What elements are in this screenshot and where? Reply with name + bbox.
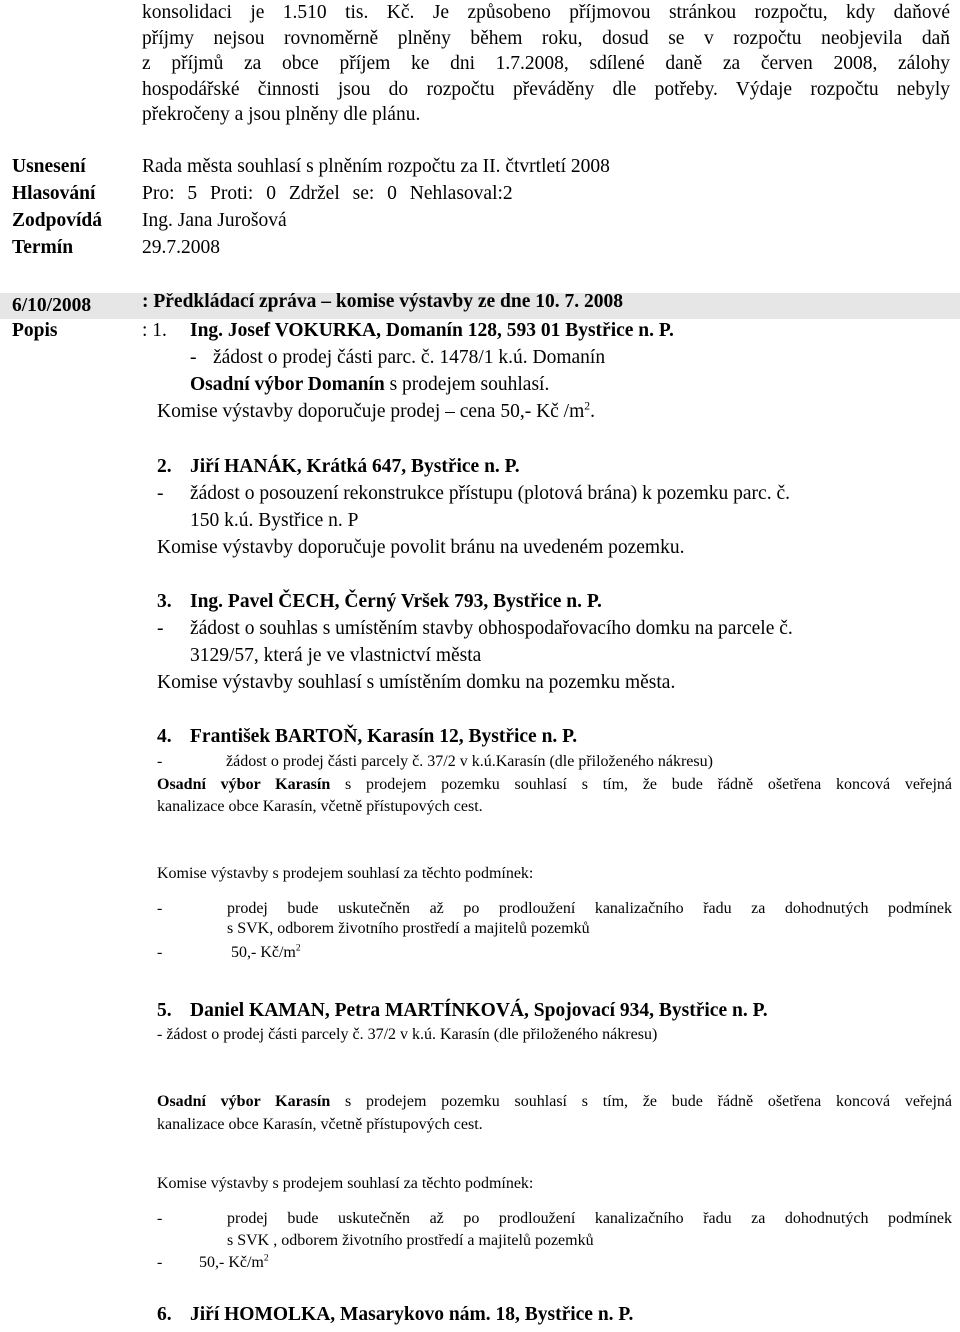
osadni-vybor-note: Osadní výbor Karasín s prodejem pozemku souhlasí s tím, že bude řádně ošetřena koncová veřejná [157,776,952,793]
dash: - [157,618,164,639]
komise-note: Komise výstavby doporučuje prodej – cena 50,- Kč $/m^2$. [157,399,595,422]
popis-label: Popis [12,320,58,341]
item-request-cont: 150 k.ú. Bystřice n. P [190,510,359,531]
usneseni-text: Rada města souhlasí s plněním rozpočtu za II. čtvrtletí 2008 [142,156,610,177]
zodpovida-text: Ing. Jana Jurošová [142,210,287,231]
komise-note: Komise výstavby s prodejem souhlasí za těchto podmínek: [157,865,534,882]
dash: - [157,753,163,770]
zodpovida-label: Zodpovídá [12,210,102,231]
komise-note: Komise výstavby souhlasí s umístěním domku na pozemku města. [157,672,676,693]
condition-item: - 50,- $Kč/m^2$ [157,942,301,961]
condition-item: - 50,- $Kč/m^2$ [157,1252,269,1271]
termin-label: Termín [12,237,74,258]
item-name: Ing. Josef VOKURKA, Domanín 128, 593 01 Bystřice n. P. [190,320,674,341]
item-name: Ing. Pavel ČECH, Černý Vršek 793, Bystřice n. P. [190,591,602,612]
item-name: Jiří HOMOLKA, Masarykovo nám. 18, Bystřice n. P. [190,1304,634,1325]
osadni-vybor-note: Osadní výbor Domanín s prodejem souhlasí. [190,374,550,395]
komise-note: Komise výstavby doporučuje povolit bránu na uvedeném pozemku. [157,537,685,558]
hlasovani-label: Hlasování [12,183,96,204]
item-request: - žádost o prodej části parcely č. 37/2 v k.ú.Karasín (dle přiloženého nákresu) [157,753,713,770]
osadni-vybor-note: Osadní výbor Karasín s prodejem pozemku souhlasí s tím, že bude řádně ošetřena koncová veřejná [157,1093,952,1110]
intro-line: příjmy nejsou rovnoměrně plněny během roku, dosud se v rozpočtu neobjevila daň [142,27,950,49]
section-id: 6/10/2008 [12,295,92,316]
item-request-cont: 3129/57, která je ve vlastnictví města [190,645,482,666]
intro-line: konsolidaci je 1.510 tis. Kč. Je způsobeno příjmovou stránkou rozpočtu, kdy daňové [142,2,950,23]
section-title: : Předkládací zpráva – komise výstavby ze dne 10. 7. 2008 [142,291,623,312]
condition-item-cont: s SVK, odborem životního prostředí a majitelů pozemků [227,920,590,937]
item-number: 3. [157,591,172,612]
dash: - [157,483,164,504]
termin-text: 29.7.2008 [142,237,220,258]
item-number: : 1. [142,320,167,341]
condition-item: - prodej bude uskutečněn až po prodloužení kanalizačního řadu za dohodnutých podmínek [157,900,952,917]
item-number: 4. [157,726,172,747]
item-number: 6. [157,1304,172,1325]
hlasovani-text: Pro: 5 Proti: 0 Zdržel se: 0 Nehlasoval:2 [142,183,513,204]
osadni-vybor-note-cont: kanalizace obce Karasín, včetně přístupových cest. [157,798,483,815]
item-request: - žádost o prodej části parcely č. 37/2 v k.ú. Karasín (dle přiloženého nákresu) [157,1026,658,1043]
item-request: - žádost o posouzení rekonstrukce přístupu (plotová brána) k pozemku parc. č. [157,483,790,504]
condition-item-cont: s SVK , odborem životního prostředí a majitelů pozemků [227,1232,594,1249]
intro-line: hospodářské činnosti jsou do rozpočtu převáděny dle potřeby. Výdaje rozpočtu nebyly [142,78,950,100]
intro-paragraph [142,0,950,128]
condition-item: - prodej bude uskutečněn až po prodloužení kanalizačního řadu za dohodnutých podmínek [157,1210,952,1227]
osadni-vybor-note-cont: kanalizace obce Karasín, včetně přístupových cest. [157,1116,483,1133]
intro-line: z příjmů za obce příjem ke dni 1.7.2008, sdílené daně za červen 2008, zálohy [142,53,950,75]
intro-line: překročeny a jsou plněny dle plánu. [142,104,421,126]
komise-note: Komise výstavby s prodejem souhlasí za těchto podmínek: [157,1175,534,1192]
item-number: 2. [157,456,172,477]
item-number: 5. [157,1000,172,1021]
item-name: František BARTOŇ, Karasín 12, Bystřice n. P. [190,726,578,747]
item-name: Jiří HANÁK, Krátká 647, Bystřice n. P. [190,456,520,477]
item-request: - žádost o prodej části parc. č. 1478/1 k.ú. Domanín [190,347,606,368]
item-name: Daniel KAMAN, Petra MARTÍNKOVÁ, Spojovací 934, Bystřice n. P. [190,1000,768,1021]
dash: - [190,347,197,368]
item-request: - žádost o souhlas s umístěním stavby obhospodařovacího domku na parcele č. [157,618,793,639]
usneseni-label: Usnesení [12,156,86,177]
